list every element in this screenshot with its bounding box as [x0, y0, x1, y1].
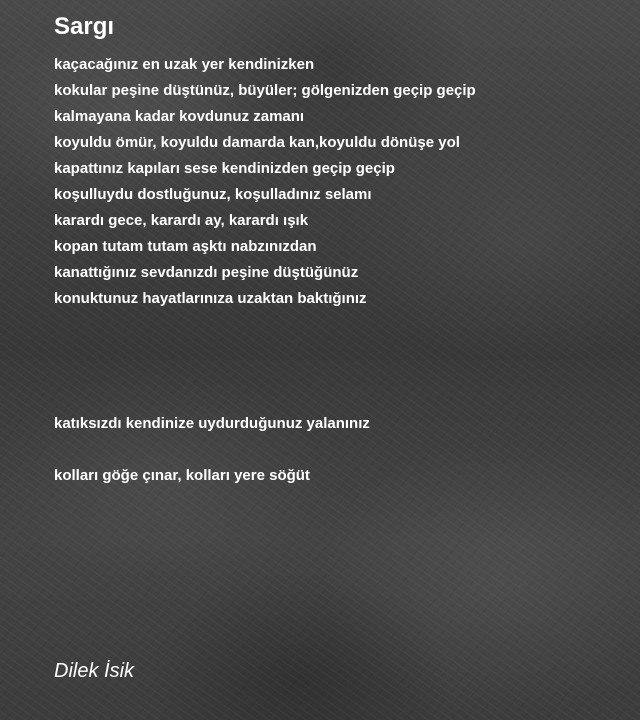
poem-author: Dilek İsik — [54, 660, 135, 682]
poem-title: Sargı — [54, 13, 115, 40]
poem-line: karardı gece, karardı ay, karardı ışık — [54, 212, 309, 229]
poem-line: kanattığınız sevdanızdı peşine düştüğünüz — [54, 264, 359, 281]
poem-line: kokular peşine düştünüz, büyüler; gölgenizden geçip geçip — [54, 82, 476, 99]
stanza-1 — [54, 52, 476, 312]
poem-line: koşulluydu dostluğunuz, koşulladınız selamı — [54, 186, 372, 203]
poem-line: konuktunuz hayatlarınıza uzaktan baktığınız — [54, 290, 367, 307]
poem-line: kalmayana kadar kovdunuz zamanı — [54, 108, 305, 125]
poem-line-stanza-3: kolları göğe çınar, kolları yere söğüt — [54, 467, 310, 484]
poem-line-stanza-2: katıksızdı kendinize uydurduğunuz yalanınız — [54, 415, 370, 432]
poem-line: koyuldu ömür, koyuldu damarda kan,koyuldu dönüşe yol — [54, 134, 460, 151]
poem-card-bottom — [0, 360, 640, 720]
poem-line: kaçacağınız en uzak yer kendinizken — [54, 56, 315, 73]
poem-line: kapattınız kapıları sese kendinizden geçip geçip — [54, 160, 395, 177]
poem-line: kopan tutam tutam aşktı nabzınızdan — [54, 238, 317, 255]
